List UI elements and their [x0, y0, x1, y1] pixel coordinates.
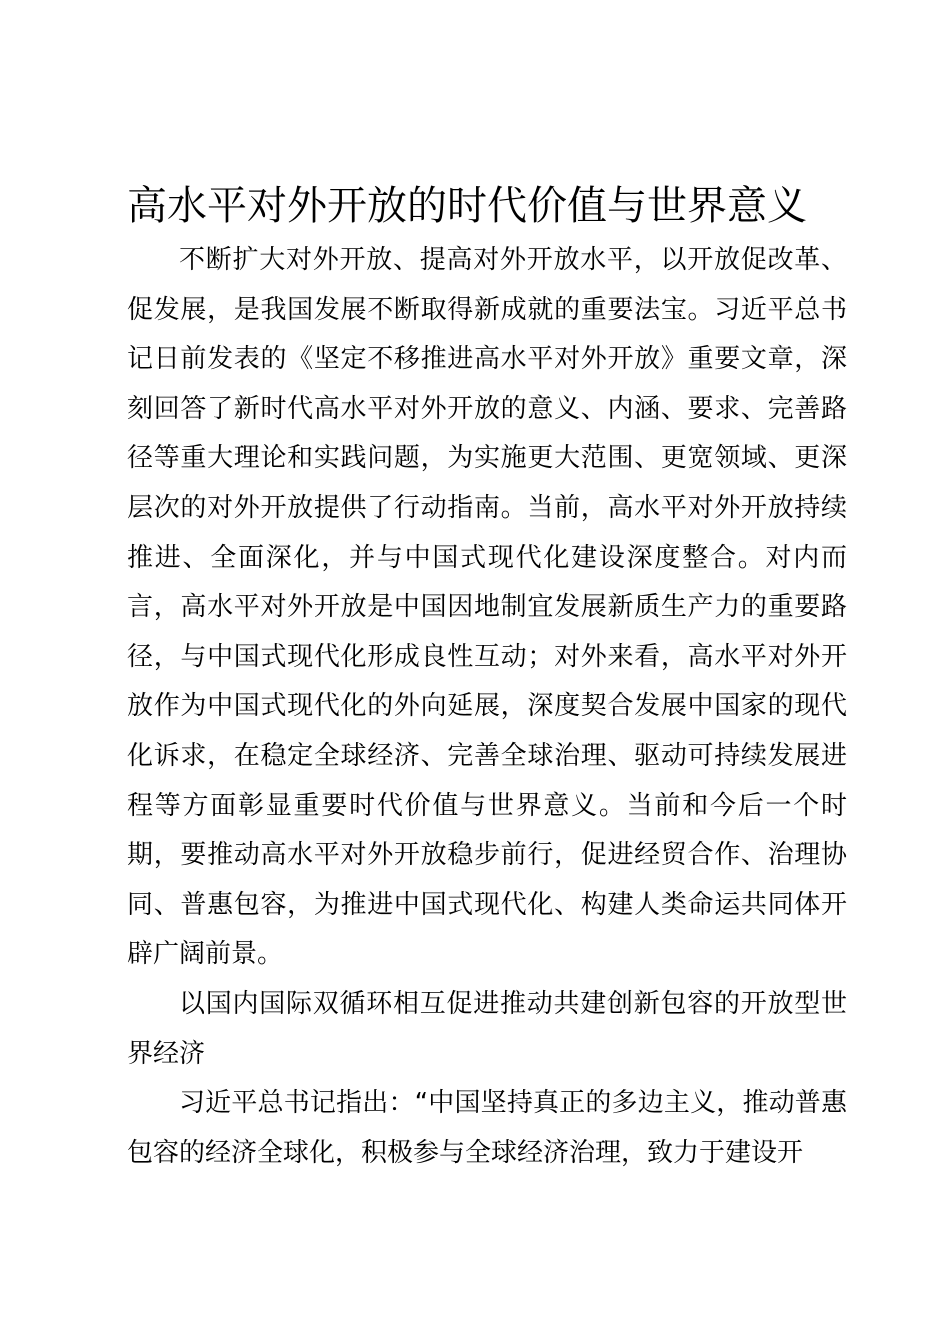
document-body [127, 236, 847, 1178]
document-title: 高水平对外开放的时代价值与世界意义 [127, 183, 807, 229]
section-heading: 以国内国际双循环相互促进推动共建创新包容的开放型世界经济 [127, 988, 847, 1069]
body-paragraph-intro: 不断扩大对外开放、提高对外开放水平，以开放促改革、促发展，是我国发展不断取得新成就的重要法宝。习近平总书记日前发表的《坚定不移推进高水平对外开放》重要文章，深刻回答了新时代高水平对外开放的意义、内涵、要求、完善路径等重大理论和实践问题，为实施更大范围、更宽领域、更深层次的对外开放提供了行动指南。当前，高水平对外开放持续推进、全面深化，并与中国式现代化建设深度整合。对内而言，高水平对外开放是中国因地制宜发展新质生产力的重要路径，与中国式现代化形成良性互动；对外来看，高水平对外开放作为中国式现代化的外向延展，深度契合发展中国家的现代化诉求，在稳定全球经济、完善全球治理、驱动可持续发展进程等方面彰显重要时代价值与世界意义。当前和今后一个时期，要推动高水平对外开放稳步前行，促进经贸合作、治理协同、普惠包容，为推进中国式现代化、构建人类命运共同体开辟广阔前景。 [127, 245, 847, 970]
body-paragraph-quote: 习近平总书记指出：“中国坚持真正的多边主义，推动普惠包容的经济全球化，积极参与全球经济治理，致力于建设开 [127, 1088, 847, 1168]
